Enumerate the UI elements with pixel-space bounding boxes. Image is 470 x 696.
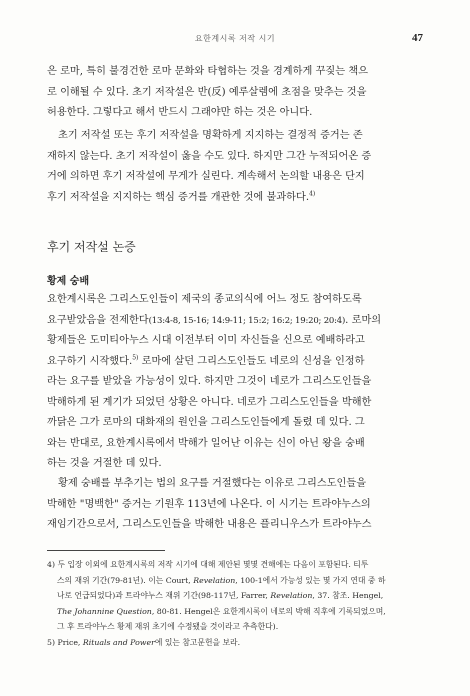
text-line: 박해한 "명백한" 증거는 기원후 113년에 나온다. 이 시기는 트라야누스의 <box>47 498 371 510</box>
text-segment: 스의 재위 기간(79-81년). 이는 Court, <box>57 575 194 585</box>
text-segment: 로마에 살던 그리스도인들도 네로의 신성을 인정하 <box>138 355 365 367</box>
text-segment: 후기 저작설을 지지하는 핵심 증거를 개관한 것에 불과하다. <box>47 191 310 203</box>
book-title: Revelation <box>270 591 313 600</box>
text-line: 황제 숭배를 부추기는 법의 요구를 거절했다는 이유로 그리스도인들을 <box>58 478 367 489</box>
running-head: 요한계시록 저작 시기 <box>194 34 276 43</box>
scripture-citation: (13:4-8, 15-16; 14:9-11; 15:2; 16:2; 19:20; 20:4) <box>148 315 346 326</box>
book-title: Revelation <box>193 575 236 585</box>
footnote-4-line <box>47 588 427 604</box>
text-line <box>47 311 423 332</box>
footnote-4-line <box>47 604 427 620</box>
book-title: Rituals and Power <box>82 637 155 647</box>
text-line: 박해하게 된 계기가 되었던 상황은 아니다. 네로가 그리스도인들을 박해한 <box>47 396 372 408</box>
text-line: 까닭은 그가 로마의 대화재의 원인을 그리스도인들에게 돌렸 데 있다. 그 <box>47 417 365 428</box>
text-line: 허용한다. 그렇다고 해서 반드시 그래야만 하는 것은 아니다. <box>47 107 313 118</box>
text-line <box>47 352 423 373</box>
text-line: 로 이해될 수 있다. 초기 저작설은 반(反) 예루살렘에 초점을 맞추는 것을 <box>47 86 367 98</box>
footnote-4-line: 4) 두 입장 이외에 요한계시록의 저작 시기에 대해 제안된 몇몇 견해에는 다음이 포함된다. 티투 <box>47 560 369 569</box>
paragraph-evidence-113 <box>47 474 423 536</box>
text-line <box>47 188 423 209</box>
text-segment: 나로 언급되었다)과 트라야누스 재위 기간(98-117년, Farrer, <box>57 591 271 600</box>
page-header <box>0 33 470 49</box>
text-segment: , 80-81. Hengel은 요한계시록이 네로의 박해 직후에 기록되었으며, <box>151 606 386 616</box>
paragraph-emperor-cult <box>47 290 423 475</box>
footnote-4-line: 그 후 트라야누스 황제 재위 초기에 수정됐을 것이라고 추측한다). <box>57 622 279 631</box>
text-segment: 5) Price, <box>47 637 83 647</box>
footnote-divider <box>47 550 165 551</box>
text-line: 거에 의하면 후기 저작설에 무게가 실린다. 계속해서 논의할 내용은 단지 <box>47 171 365 182</box>
footnote-4-line <box>47 573 427 589</box>
text-line: 초기 저작설 또는 후기 저작설을 명확하게 지지하는 결정적 증거는 존 <box>58 130 363 141</box>
page-number: 47 <box>412 32 423 44</box>
text-segment: , 100-1에서 가능성 있는 몇 가지 연대 중 하 <box>235 575 386 585</box>
text-line: 하는 것을 거절한 데 있다. <box>47 458 162 469</box>
footnote-ref[interactable]: 5) <box>132 354 139 362</box>
text-segment: 요구하기 시작했다. <box>47 355 133 367</box>
text-segment: , 37. 참조. Hengel, <box>312 591 384 600</box>
footnote-ref[interactable]: 4) <box>309 190 316 198</box>
text-line: 재하지 않는다. 초기 저작설이 옳을 수도 있다. 하지만 그간 누적되어온 증 <box>47 150 372 162</box>
text-line: 라는 요구를 받았을 가능성이 있다. 하지만 그것이 네로가 그리스도인들을 <box>47 376 372 387</box>
subheading: 황제 숭배 <box>47 276 90 287</box>
footnotes <box>47 557 427 650</box>
paragraph-evidence <box>47 126 423 208</box>
text-segment: 에 있는 참고문헌을 보라. <box>154 637 241 647</box>
text-line: 재임기간으로서, 그리스도인들을 박해한 내용은 플리니우스가 트라야누스 <box>47 519 372 530</box>
book-title: The Johannine Question <box>57 606 152 616</box>
footnote-5-line <box>47 635 427 651</box>
paragraph-continued <box>47 62 423 124</box>
text-line: 와는 반대로, 요한계시록에서 박해가 일어난 이유는 신이 아닌 왕을 숭배 <box>47 437 365 449</box>
section-heading: 후기 저작설 논증 <box>47 240 136 254</box>
text-segment: 요구받았음을 전제한다 <box>47 314 149 326</box>
text-segment: . 로마의 <box>345 314 382 326</box>
text-line: 은 로마, 특히 불경건한 로마 문화와 타협하는 것을 경계하게 꾸짖는 책으 <box>47 66 369 77</box>
text-line: 황제들은 도미티아누스 시대 이전부터 이미 자신들을 신으로 예배하라고 <box>47 335 365 346</box>
text-line: 요한계시록은 그리스도인들이 제국의 종교의식에 어느 정도 참여하도록 <box>47 294 362 305</box>
